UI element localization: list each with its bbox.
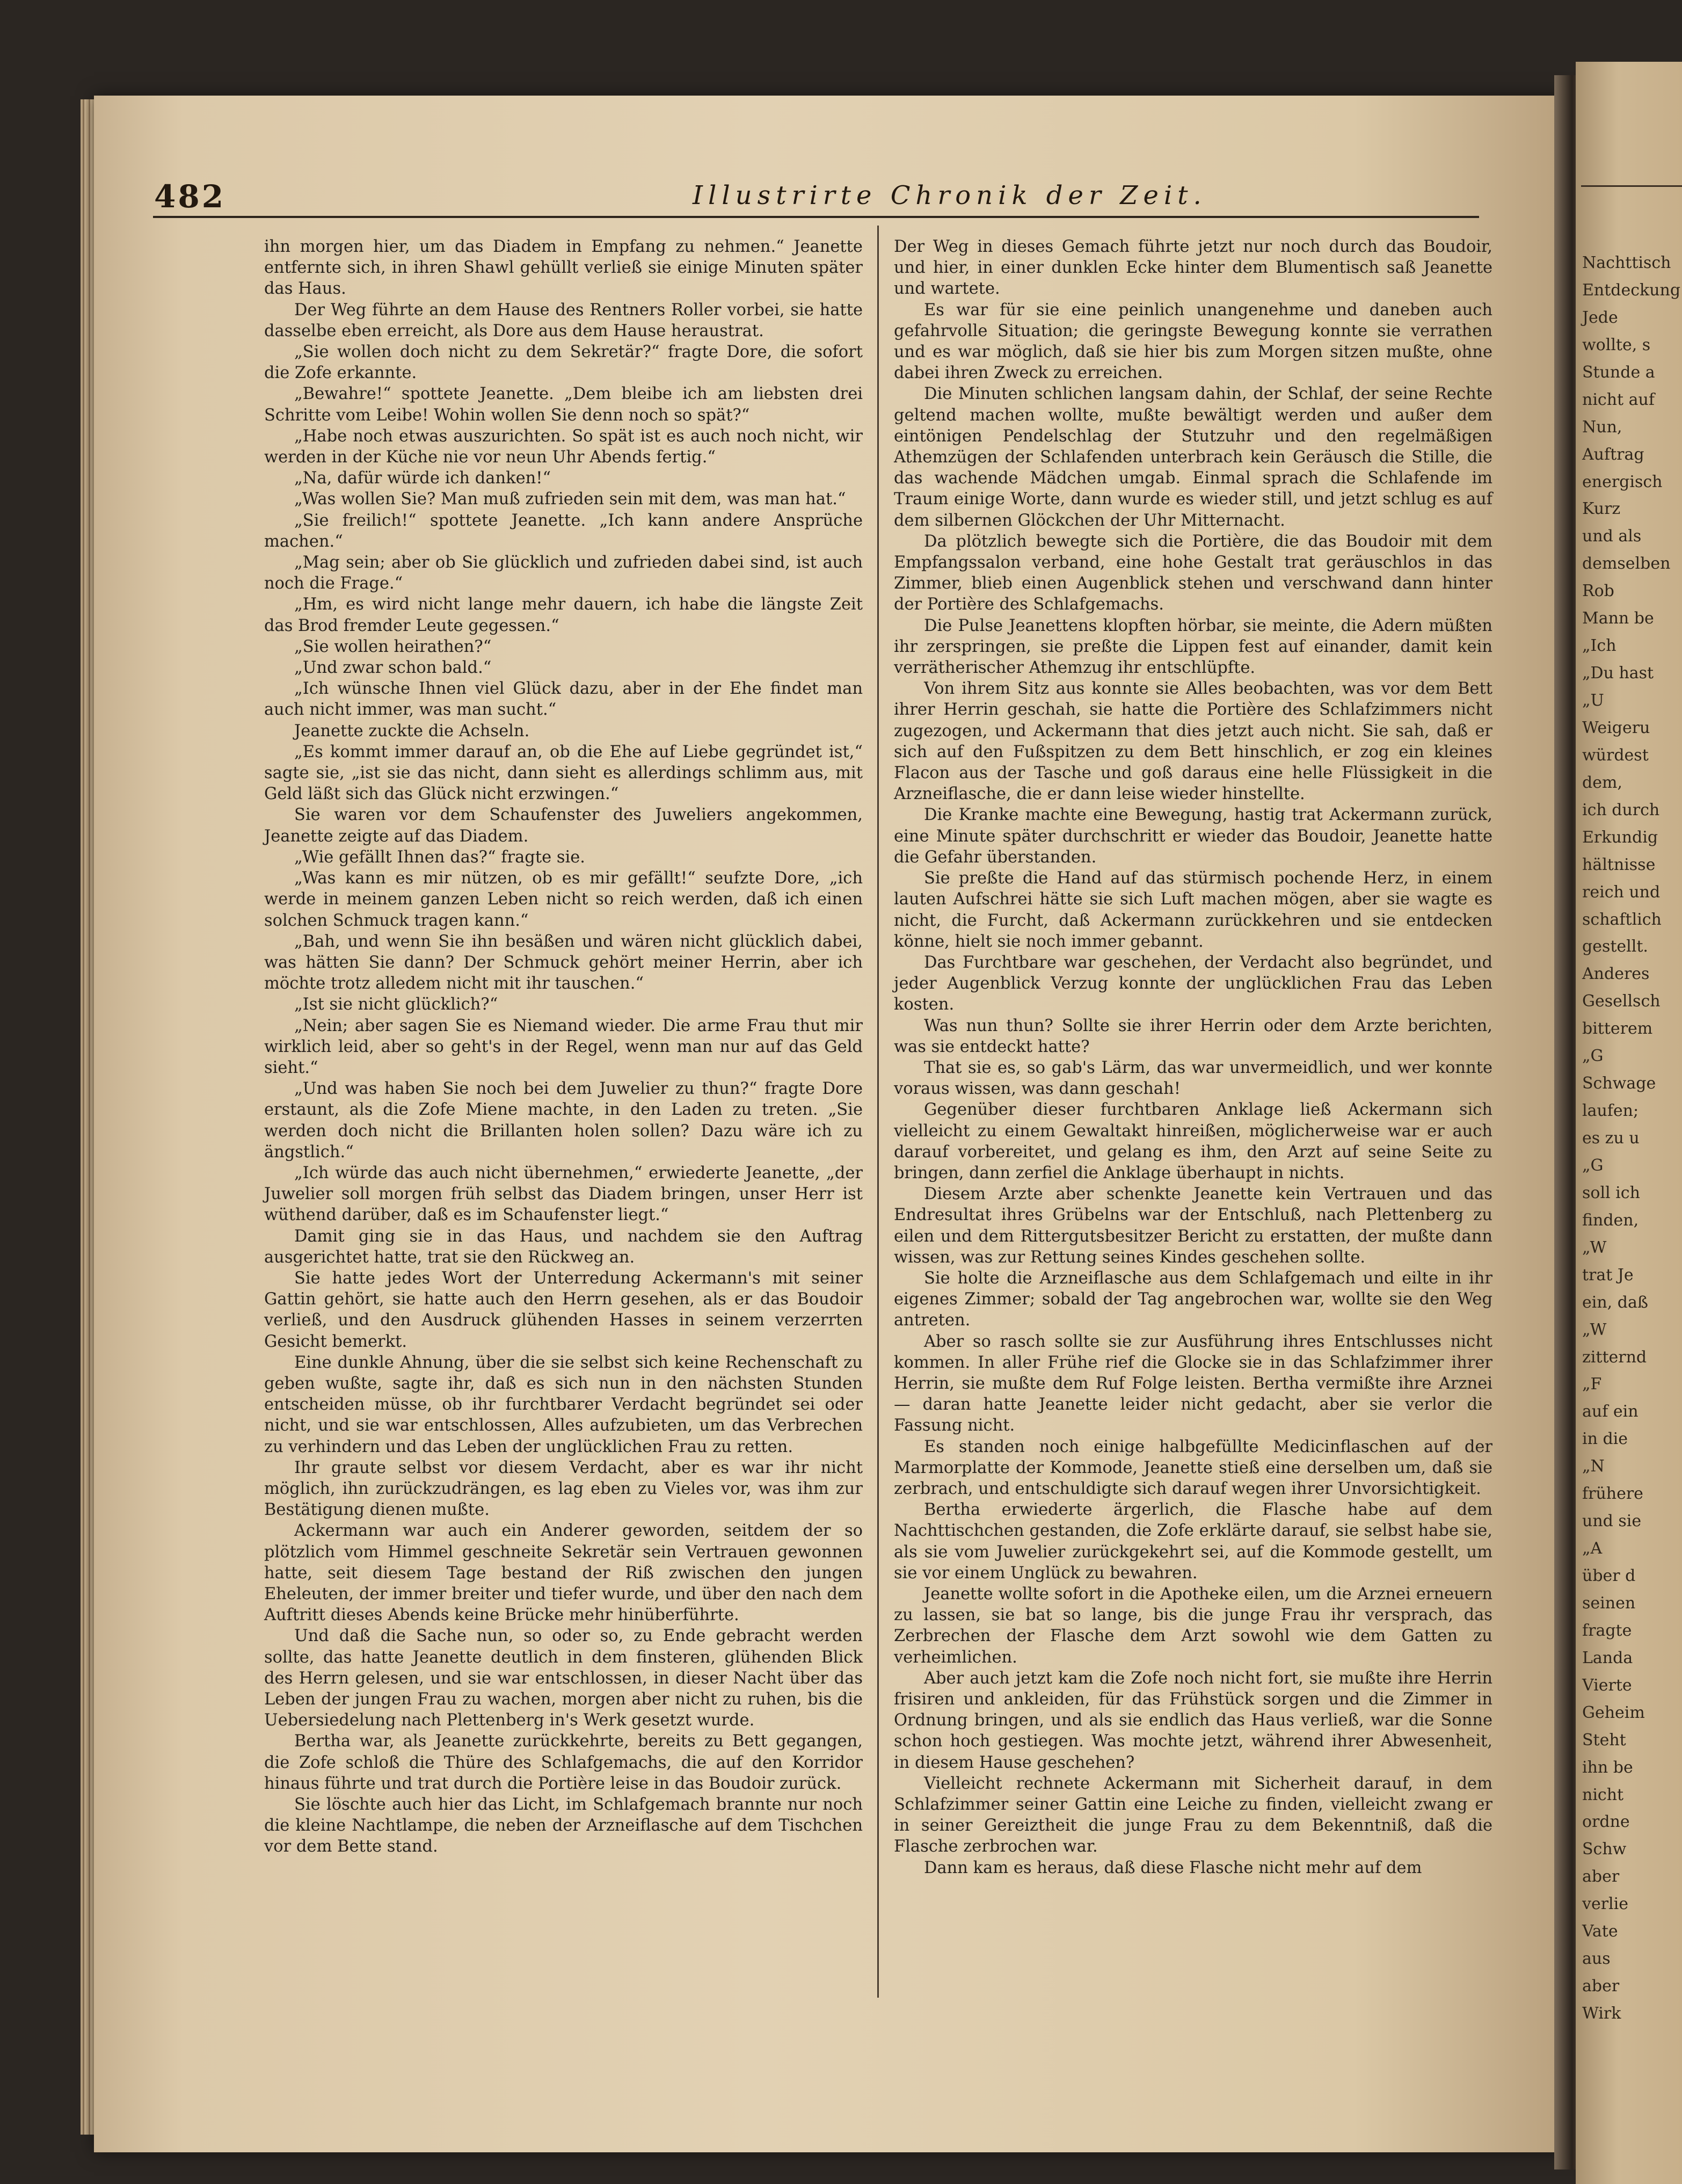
facing-page-fragment: Stunde a xyxy=(1582,362,1655,382)
facing-page-fragment: Anderes xyxy=(1582,964,1650,984)
facing-page-fragment: Entdeckung xyxy=(1582,280,1681,300)
facing-page-fragment: ein, daß xyxy=(1582,1293,1648,1312)
facing-page-fragment: Gesellsch xyxy=(1582,992,1661,1011)
left-column xyxy=(264,236,863,1858)
paragraph: „Ich würde das auch nicht übernehmen,“ erwiederte Jeanette, „der Juwelier soll morgen früh selbst das Diadem bringen, unser Herr ist wüthend darüber, daß es im Schaufenster liegt.“ xyxy=(264,1163,863,1225)
paragraph: That sie es, so gab's Lärm, das war unvermeidlich, und wer konnte voraus wissen, was dann geschah! xyxy=(894,1058,1492,1099)
facing-page-fragment: aber xyxy=(1582,1867,1620,1886)
paragraph: Aber so rasch sollte sie zur Ausführung ihres Entschlusses nicht kommen. In aller Frühe rief die Glocke sie in das Schlafzimmer ihrer Herrin, sie mußte dem Ruf Folge leisten. Bertha vermißte ihre Arznei — daran hatte Jeanette leider nicht gedacht, aber sie verlor die Fassung nicht. xyxy=(894,1332,1492,1435)
paragraph: „Es kommt immer darauf an, ob die Ehe auf Liebe gegründet ist,“ sagte sie, „ist sie das nicht, dann sieht es allerdings schlimm aus, mit Geld läßt sich das Glück nicht erzwingen.“ xyxy=(264,742,863,804)
paragraph: „Nein; aber sagen Sie es Niemand wieder. Die arme Frau thut mir wirklich leid, aber so geht's in der Regel, wenn man nur auf das Geld sieht.“ xyxy=(264,1016,863,1077)
facing-page-fragment: fragte xyxy=(1582,1621,1632,1640)
facing-page-fragment: Landa xyxy=(1582,1648,1633,1667)
facing-page-fragment: demselben xyxy=(1582,554,1671,574)
facing-page-fragment: wollte, s xyxy=(1582,335,1651,354)
page-number: 482 xyxy=(154,178,226,215)
paragraph: Die Pulse Jeanettens klopften hörbar, sie meinte, die Adern müßten ihr zerspringen, sie preßte die Lippen fest auf einander, damit kein verrätherischer Athemzug ihr entschlüpfte. xyxy=(894,616,1492,678)
header-rule xyxy=(153,216,1479,218)
facing-page-fragment: „Du hast xyxy=(1582,664,1654,683)
facing-page-fragment: finden, xyxy=(1582,1210,1639,1230)
paragraph: Und daß die Sache nun, so oder so, zu Ende gebracht werden sollte, das hatte Jeanette deutlich in dem finsteren, glühenden Blick des Herrn gelesen, und sie war entschlossen, in dieser Nacht über das Leben der jungen Frau zu wachen, morgen aber nicht zu ruhen, bis die Uebersiedelung nach Plettenberg in's Werk gesetzt wurde. xyxy=(264,1627,863,1730)
facing-page-fragment: energisch xyxy=(1582,472,1663,491)
facing-page-fragment: Mann be xyxy=(1582,609,1654,628)
facing-page-fragment: verlie xyxy=(1582,1895,1628,1914)
paragraph: „Sie freilich!“ spottete Jeanette. „Ich kann andere Ansprüche machen.“ xyxy=(264,511,863,551)
paragraph: Vielleicht rechnete Ackermann mit Sicherheit darauf, in dem Schlafzimmer seiner Gattin eine Leiche zu finden, vielleicht zwang er in seiner Gereiztheit die junge Frau zu dem Bekenntniß, daß die Flasche zerbrochen war. xyxy=(894,1774,1492,1856)
facing-page-fragment: auf ein xyxy=(1582,1402,1639,1421)
facing-page-fragment: aus xyxy=(1582,1949,1611,1969)
paragraph: Da plötzlich bewegte sich die Portière, die das Boudoir mit dem Empfangssalon verband, eine hohe Gestalt trat geräuschlos in das Zimmer, blieb einen Augenblick stehen und verschwand dann hinter der Portière des Schlafgemachs. xyxy=(894,532,1492,614)
facing-page-fragment: Kurz xyxy=(1582,499,1621,519)
paragraph: „Ich wünsche Ihnen viel Glück dazu, aber in der Ehe findet man auch nicht immer, was man sucht.“ xyxy=(264,679,863,720)
paragraph: Diesem Arzte aber schenkte Jeanette kein Vertrauen und das Endresultat ihres Grübelns war der Entschluß, nach Plettenberg zu eilen und dem Rittergutsbesitzer Bericht zu erstatten, der mußte dann wissen, was zur Rettung seines Kindes geschehen sollte. xyxy=(894,1185,1492,1267)
facing-page-fragment: hältnisse xyxy=(1582,855,1656,874)
facing-page-fragment: ordne xyxy=(1582,1812,1630,1832)
facing-page-fragment: aber xyxy=(1582,1977,1620,1996)
paragraph: Jeanette wollte sofort in die Apotheke eilen, um die Arznei erneuern zu lassen, sie bat so lange, bis die junge Frau ihr versprach, das Zerbrechen der Flasche dem Arzt sowohl wie dem Gatten zu verheimlichen. xyxy=(894,1585,1492,1667)
paragraph: Dann kam es heraus, daß diese Flasche nicht mehr auf dem xyxy=(924,1858,1422,1877)
paragraph: Ackermann war auch ein Anderer geworden, seitdem der so plötzlich vom Himmel geschneite Sekretär sein Vertrauen gewonnen hatte, seit diesem Tage bestand der Riß zwischen den jungen Eheleuten, der immer breiter und tiefer wurde, und über den nach dem Auftritt dieses Abends keine Brücke mehr hinüberführte. xyxy=(264,1521,863,1625)
paragraph: Es war für sie eine peinlich unangenehme und daneben auch gefahrvolle Situation; die geringste Bewegung konnte sie verrathen und es war möglich, daß sie hier bis zum Morgen sitzen mußte, ohne dabei ihren Zweck zu erreichen. xyxy=(894,300,1492,383)
facing-page-header-rule xyxy=(1581,185,1682,187)
facing-page-fragment: in die xyxy=(1582,1430,1628,1449)
paragraph: Der Weg in dieses Gemach führte jetzt nur noch durch das Boudoir, und hier, in einer dunklen Ecke hinter dem Blumentisch saß Jeanette und wartete. xyxy=(894,237,1492,299)
paragraph: Es standen noch einige halbgefüllte Medicinflaschen auf der Marmorplatte der Kommode, Jeanette stieß eine derselben um, daß sie zerbrach, und entschuldigte sich darauf wegen ihrer Unvorsichtigkeit. xyxy=(894,1437,1492,1498)
facing-page-fragment: trat Je xyxy=(1582,1265,1634,1285)
column-divider xyxy=(877,226,879,1998)
paragraph: Damit ging sie in das Haus, und nachdem sie den Auftrag ausgerichtet hatte, trat sie den Rückweg an. xyxy=(264,1227,863,1267)
facing-page-fragment: Erkundig xyxy=(1582,828,1658,847)
paragraph: Sie holte die Arzneiflasche aus dem Schlafgemach und eilte in ihr eigenes Zimmer; sobald der Tag angebrochen war, wollte sie den Weg antreten. xyxy=(894,1268,1492,1330)
facing-page-fragment: gestellt. xyxy=(1582,937,1648,956)
facing-page-fragment: „Ich xyxy=(1582,636,1617,656)
facing-page-fragment: laufen; xyxy=(1582,1101,1639,1121)
facing-page-fragment: Vate xyxy=(1582,1922,1618,1941)
paragraph: Sie hatte jedes Wort der Unterredung Ackermann's mit seiner Gattin gehört, sie hatte auch den Herrn gesehen, als er das Boudoir verließ, und den Ausdruck glühenden Hasses in seinem verzerrten Gesicht bemerkt. xyxy=(264,1268,863,1351)
facing-page-fragment: Nun, xyxy=(1582,417,1622,437)
paragraph: ihn morgen hier, um das Diadem in Empfang zu nehmen.“ Jeanette entfernte sich, in ihren Shawl gehüllt verließ sie einige Minuten später das Haus. xyxy=(264,237,863,299)
running-title: Illustrirte Chronik der Zeit. xyxy=(693,180,1207,211)
facing-page-fragment: Geheim xyxy=(1582,1703,1645,1722)
facing-page-fragment: „W xyxy=(1582,1320,1607,1339)
paragraph: Sie löschte auch hier das Licht, im Schlafgemach brannte nur noch die kleine Nachtlampe, die neben der Arzneiflasche auf dem Tischchen vor dem Bette stand. xyxy=(264,1795,863,1856)
facing-page-fragment: „N xyxy=(1582,1457,1605,1476)
facing-page-fragment: frühere xyxy=(1582,1484,1643,1504)
paragraph: „Bah, und wenn Sie ihn besäßen und wären nicht glücklich dabei, was hätten Sie dann? Der Schmuck gehört meiner Herrin, aber ich möchte trotz alledem nicht mit ihr tauschen.“ xyxy=(264,932,863,993)
paragraph: Sie waren vor dem Schaufenster des Juweliers angekommen, Jeanette zeigte auf das Diadem. xyxy=(264,806,863,846)
paragraph: Eine dunkle Ahnung, über die sie selbst sich keine Rechenschaft zu geben wußte, sagte ihr, daß es sich nun in den nächsten Stunden entscheiden müsse, ob ihr furchtbarer Verdacht begründet sei oder nicht, und sie war entschlossen, Alles aufzubieten, um das Verbrechen zu verhindern und das Leben der unglücklichen Frau zu retten. xyxy=(264,1353,863,1456)
facing-page-fragment: und sie xyxy=(1582,1512,1642,1531)
facing-page-fragment: zitternd xyxy=(1582,1347,1647,1367)
facing-page-fragment: nicht auf xyxy=(1582,390,1655,409)
facing-page-fragment: ich durch xyxy=(1582,800,1660,819)
paragraph: „Ist sie nicht glücklich?“ xyxy=(294,995,498,1014)
facing-page-fragment: Wirk xyxy=(1582,2004,1621,2023)
facing-page-fragment: „F xyxy=(1582,1375,1602,1394)
paragraph: Ihr graute selbst vor diesem Verdacht, aber es war ihr nicht möglich, ihn zurückzudrängen, es lag eben zu Vieles vor, was ihm zur Bestätigung dienen mußte. xyxy=(264,1458,863,1520)
paragraph: Was nun thun? Sollte sie ihrer Herrin oder dem Arzte berichten, was sie entdeckt hatte? xyxy=(894,1016,1492,1056)
facing-page-fragment: Weigeru xyxy=(1582,718,1650,737)
facing-page-fragment: reich und xyxy=(1582,882,1661,902)
paragraph: Von ihrem Sitz aus konnte sie Alles beobachten, was vor dem Bett ihrer Herrin geschah, sie hatte die Portière des Schlafzimmers nicht zugezogen, und Ackermann that dies jetzt auch nicht. Sie sah, daß er sich auf den Fußspitzen zu dem Bett hinschlich, er zog ein kleines Flacon aus der Tasche und goß daraus eine helle Flüssigkeit in die Arzneiflasche, die er dann leise wieder hinstellte. xyxy=(894,679,1492,804)
paragraph: „Sie wollen heirathen?“ xyxy=(294,637,492,656)
facing-page-fragment: würdest xyxy=(1582,745,1649,765)
paragraph: Aber auch jetzt kam die Zofe noch nicht fort, sie mußte ihre Herrin frisiren und ankleiden, für das Frühstück sorgen und die Zimmer in Ordnung bringen, und als sie endlich das Haus verließ, war die Sonne schon hoch gestiegen. Was mochte jetzt, während ihrer Abwesenheit, in diesem Hause geschehen? xyxy=(894,1668,1492,1772)
facing-page-fragment: „G xyxy=(1582,1156,1604,1175)
facing-page-fragment: „A xyxy=(1582,1539,1603,1558)
paragraph: Jeanette zuckte die Achseln. xyxy=(294,721,530,741)
facing-page-fragment: Schw xyxy=(1582,1840,1627,1859)
right-column xyxy=(894,236,1492,1878)
paragraph: Sie preßte die Hand auf das stürmisch pochende Herz, in einem lauten Aufschrei hätte sie sich Luft machen mögen, aber sie wagte es nicht, die Furcht, daß Ackermann zurückkehren und sie entdecken könne, hielt sie noch immer gebannt. xyxy=(894,869,1492,951)
paragraph: „Bewahre!“ spottete Jeanette. „Dem bleibe ich am liebsten drei Schritte vom Leibe! Wohin wollen Sie denn noch so spät?“ xyxy=(264,384,863,425)
facing-page-fragment: ihn be xyxy=(1582,1758,1633,1777)
facing-page-fragment: soll ich xyxy=(1582,1183,1640,1202)
paragraph: Gegenüber dieser furchtbaren Anklage ließ Ackermann sich vielleicht zu einem Gewaltakt hinreißen, möglicherweise war er auch darauf vorbereitet, und gelang es ihm, den Arzt auf seine Seite zu bringen, dann zerfiel die Anklage überhaupt in nichts. xyxy=(894,1100,1492,1182)
paragraph: Die Kranke machte eine Bewegung, hastig trat Ackermann zurück, eine Minute später durchschritt er wieder das Boudoir, Jeanette hatte die Gefahr überstanden. xyxy=(894,806,1492,867)
paragraph: „Was kann es mir nützen, ob es mir gefällt!“ seufzte Dore, „ich werde in meinem ganzen Leben nicht so reich werden, daß ich einen solchen Schmuck tragen kann.“ xyxy=(264,869,863,930)
facing-page-fragment: „U xyxy=(1582,691,1604,710)
facing-page-fragment: es zu u xyxy=(1582,1129,1640,1148)
paragraph: „Und was haben Sie noch bei dem Juwelier zu thun?“ fragte Dore erstaunt, als die Zofe Miene machte, in den Laden zu treten. „Sie werden doch nicht die Brillanten holen sollen? Dazu wäre ich zu ängstlich.“ xyxy=(264,1079,863,1162)
facing-page-fragment: Nachttisch xyxy=(1582,253,1671,272)
facing-page-fragment: Auftrag xyxy=(1582,445,1644,464)
facing-page-fragment: Vierte xyxy=(1582,1675,1632,1695)
paragraph: „Mag sein; aber ob Sie glücklich und zufrieden dabei sind, ist auch noch die Frage.“ xyxy=(264,553,863,593)
facing-page-fragment: „W xyxy=(1582,1238,1607,1257)
facing-page-fragment: bitterem xyxy=(1582,1019,1653,1039)
facing-page-fragment: schaftlich xyxy=(1582,910,1662,929)
facing-page-fragment: Jede xyxy=(1582,308,1618,327)
facing-page-fragment: nicht xyxy=(1582,1785,1624,1804)
paragraph: „Und zwar schon bald.“ xyxy=(294,658,492,678)
facing-page-fragment: Schwage xyxy=(1582,1074,1656,1093)
paragraph: „Habe noch etwas auszurichten. So spät ist es auch noch nicht, wir werden in der Küche nie vor neun Uhr Abends fertig.“ xyxy=(264,426,863,467)
facing-page-fragment: Rob xyxy=(1582,582,1614,601)
facing-page-fragment: „G xyxy=(1582,1047,1604,1066)
paragraph: Bertha erwiederte ärgerlich, die Flasche habe auf dem Nachttischchen gestanden, die Zofe erklärte darauf, sie selbst habe sie, als sie vom Juwelier zurückgekehrt sei, auf die Kommode gestellt, um sie vor einem Unglück zu bewahren. xyxy=(894,1500,1492,1583)
paragraph: Der Weg führte an dem Hause des Rentners Roller vorbei, sie hatte dasselbe eben erreicht, als Dore aus dem Hause heraustrat. xyxy=(264,300,863,340)
facing-page-fragment: dem, xyxy=(1582,773,1622,792)
facing-page xyxy=(1576,62,1682,2184)
paragraph: „Sie wollen doch nicht zu dem Sekretär?“ fragte Dore, die sofort die Zofe erkannte. xyxy=(264,343,863,383)
paragraph: „Wie gefällt Ihnen das?“ fragte sie. xyxy=(294,847,585,867)
paragraph: Das Furchtbare war geschehen, der Verdacht also begründet, und jeder Augenblick Verzug konnte der unglücklichen Frau das Leben kosten. xyxy=(894,953,1492,1014)
paragraph: „Hm, es wird nicht lange mehr dauern, ich habe die längste Zeit das Brod fremder Leute gegessen.“ xyxy=(264,595,863,635)
paragraph: Die Minuten schlichen langsam dahin, der Schlaf, der seine Rechte geltend machen wollte, mußte bewältigt werden und außer dem eintönigen Pendelschlag der Stutzuhr und den regelmäßigen Athemzügen der Schlafenden unterbrach kein Geräusch die Stille, die das wachende Mädchen umgab. Einmal sprach die Schlafende im Traum einige Worte, dann wurde es wieder still, und jetzt schlug es auf dem silbernen Glöckchen der Uhr Mitternacht. xyxy=(894,384,1492,530)
facing-page-fragment: über d xyxy=(1582,1566,1636,1585)
facing-page-fragment: Steht xyxy=(1582,1730,1626,1750)
paragraph: „Na, dafür würde ich danken!“ xyxy=(294,469,551,488)
facing-page-fragment: und als xyxy=(1582,527,1642,546)
facing-page-fragment: seinen xyxy=(1582,1593,1636,1613)
paragraph: „Was wollen Sie? Man muß zufrieden sein mit dem, was man hat.“ xyxy=(294,490,846,509)
paragraph: Bertha war, als Jeanette zurückkehrte, bereits zu Bett gegangen, die Zofe schloß die Thüre des Schlafgemachs, die auf den Korridor hinaus führte und trat durch die Portière leise in das Boudoir zurück. xyxy=(264,1732,863,1793)
